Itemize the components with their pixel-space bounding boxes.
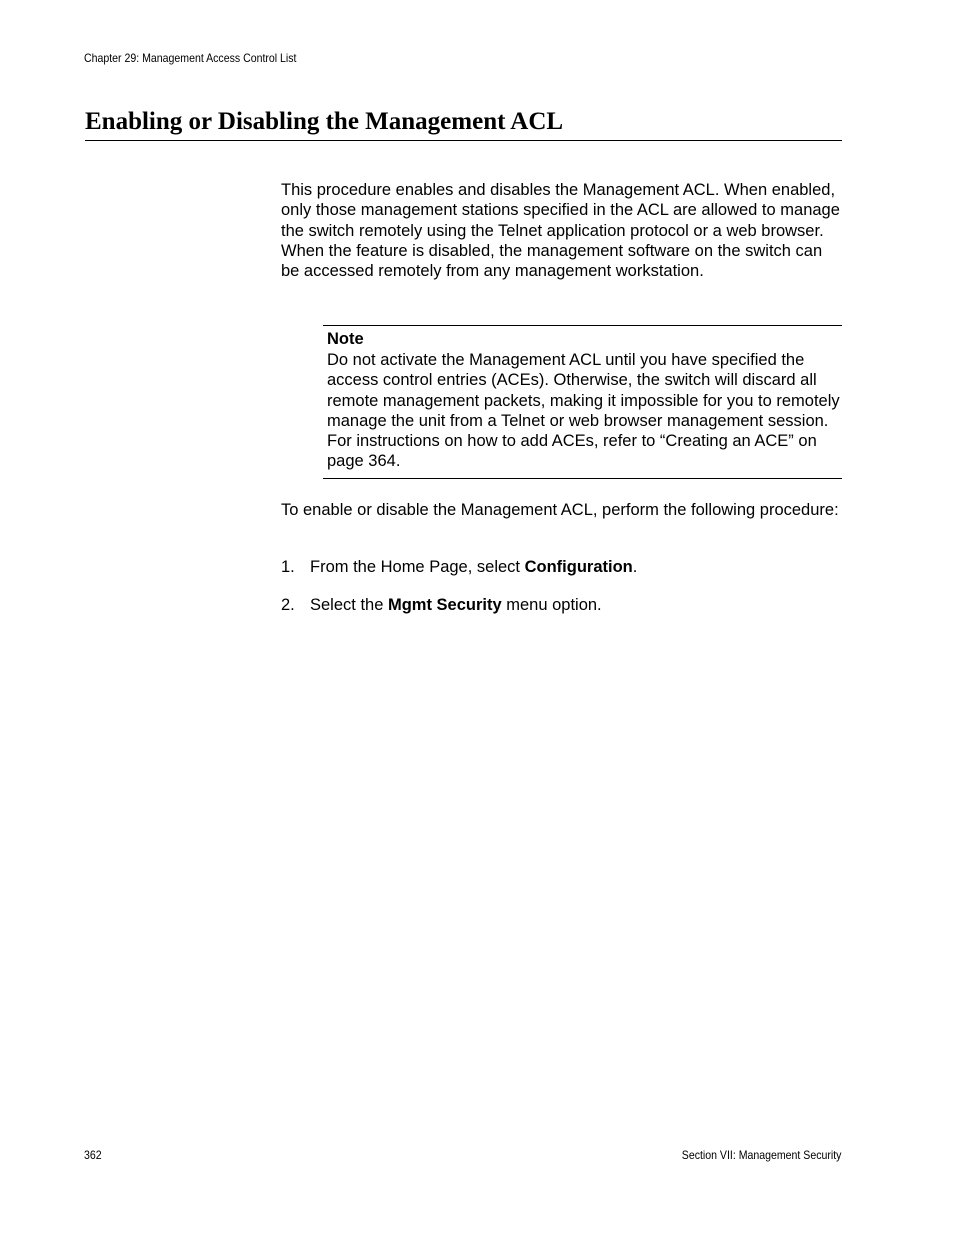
step-text: Select the: [310, 596, 388, 614]
section-title: Enabling or Disabling the Management ACL: [85, 108, 564, 135]
step-bold-term: Configuration: [524, 558, 633, 576]
procedure-step-2: [281, 595, 602, 615]
procedure-intro: To enable or disable the Management ACL, perform the following procedure:: [281, 501, 839, 519]
step-text-end: .: [632, 558, 638, 576]
running-header: Chapter 29: Management Access Control List: [84, 51, 297, 65]
note-box: [323, 325, 842, 479]
intro-paragraph: This procedure enables and disables the Management ACL. When enabled, only those management stations specified in the ACL are allowed to manage the switch remotely using the Telnet application protocol or a web browser. When the feature is disabled, the management software on the switch can be accessed remotely from any management workstation.: [281, 181, 840, 281]
step-number: 2.: [281, 596, 295, 614]
step-text: From the Home Page, select: [310, 558, 525, 576]
note-title: Note: [327, 330, 364, 348]
step-text-end: menu option.: [501, 596, 602, 614]
note-text: Do not activate the Management ACL until you have specified the access control entries (ACEs). Otherwise, the switch will discard all remote management packets, making it impossible for you to remotely manage the unit from a Telnet or web browser management session. For instructions on how to add ACEs, refer to “Creating an ACE” on page 364.: [327, 351, 840, 471]
title-rule: [85, 140, 842, 141]
procedure-step-1: [281, 557, 637, 577]
step-number: 1.: [281, 558, 295, 576]
footer-section-name: Section VII: Management Security: [681, 1148, 841, 1162]
footer-page-number: 362: [84, 1148, 102, 1162]
step-bold-term: Mgmt Security: [387, 596, 502, 614]
